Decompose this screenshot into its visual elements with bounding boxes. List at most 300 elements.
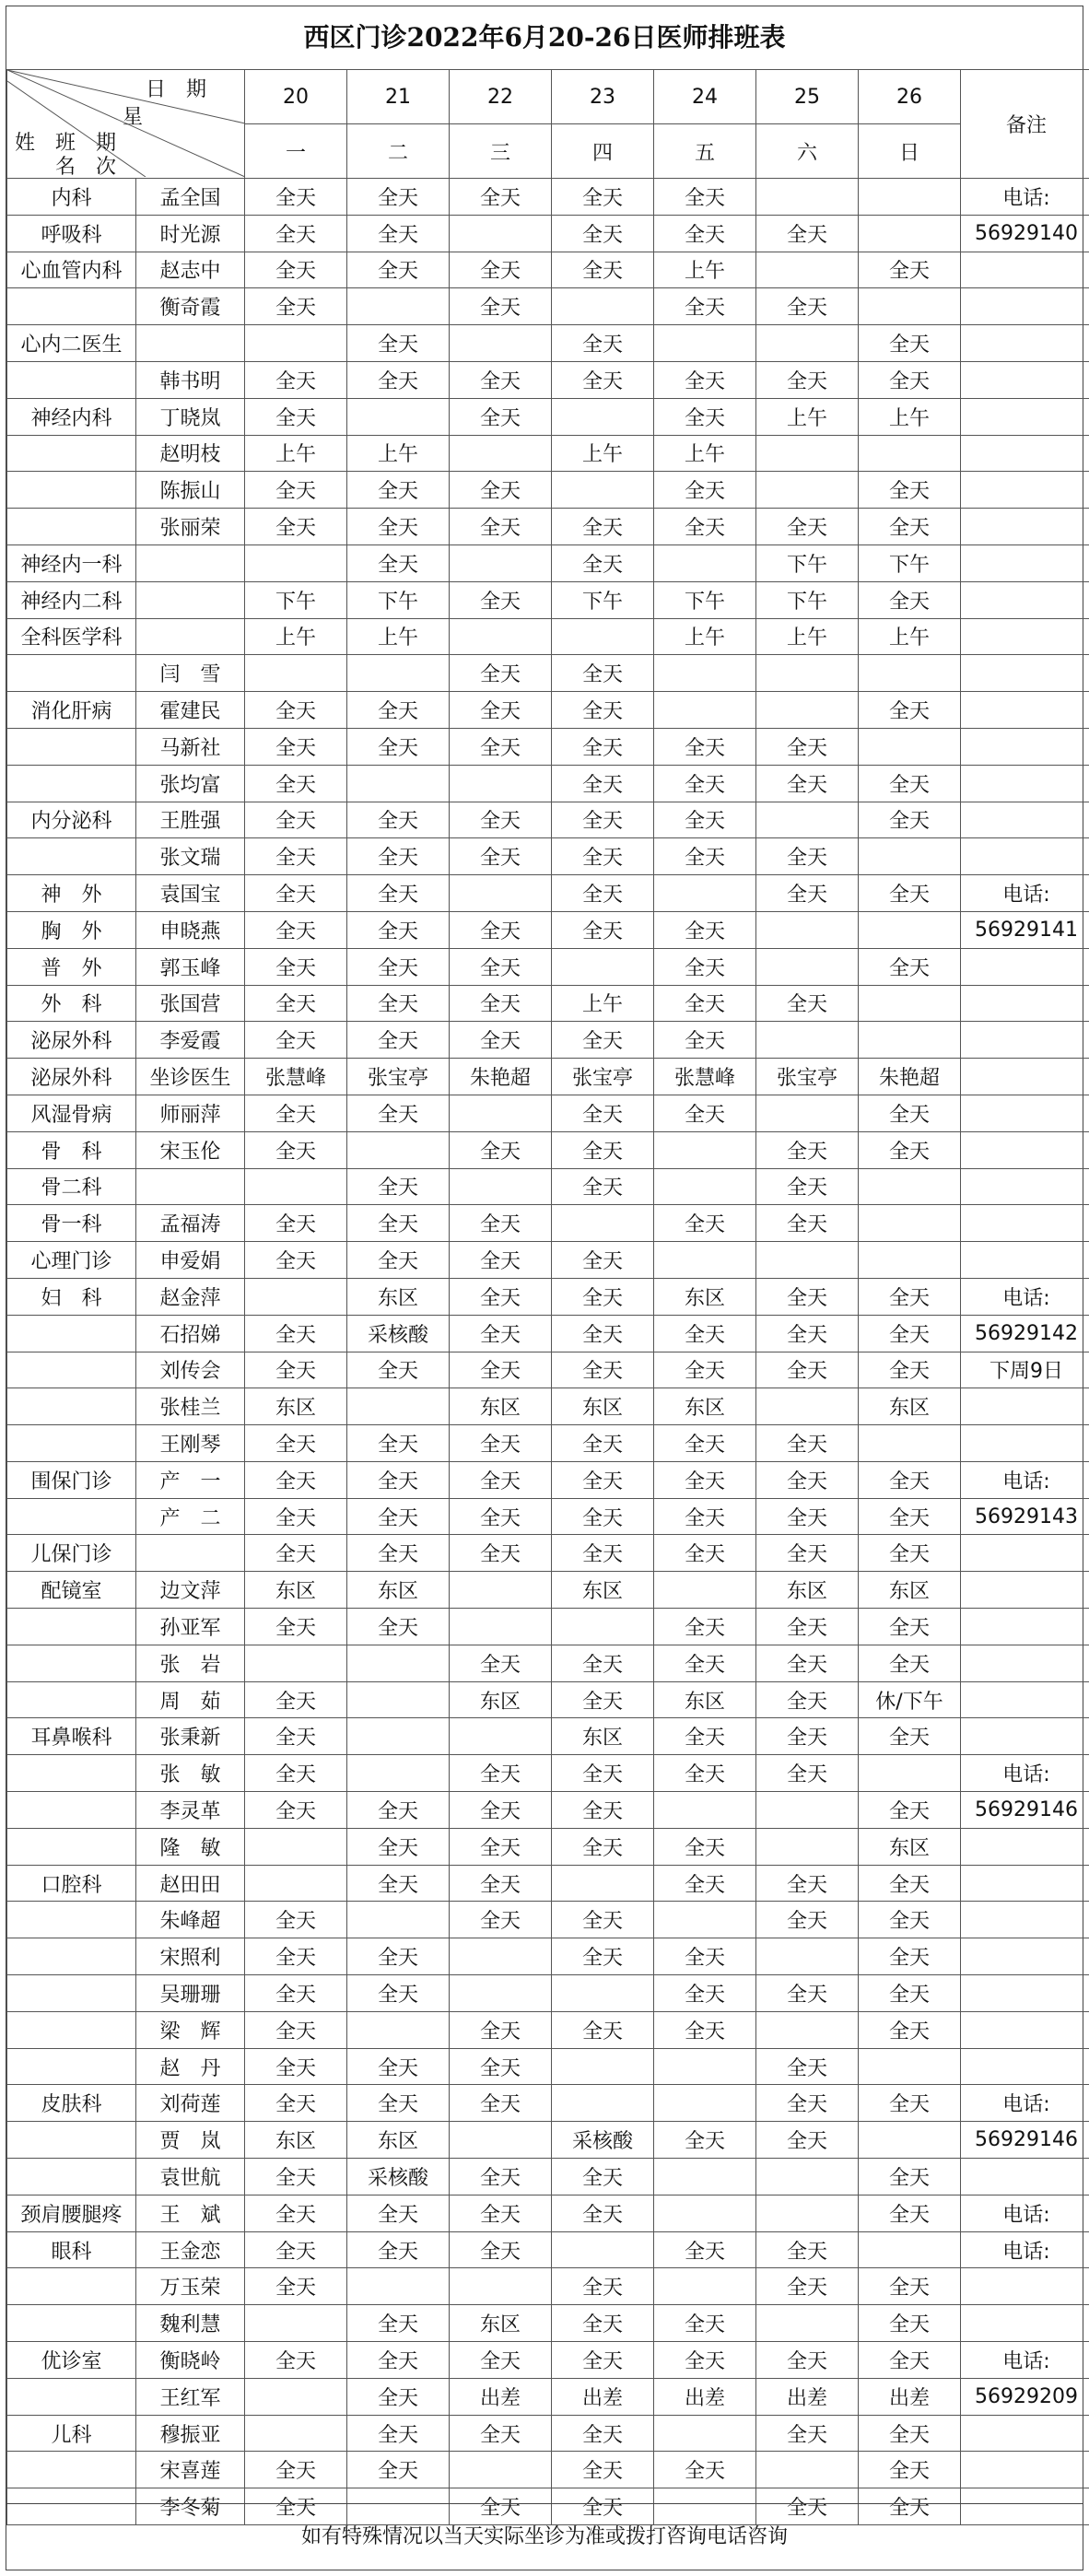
- shift-cell: 全天: [450, 1278, 552, 1315]
- shift-cell: 全天: [859, 2488, 961, 2525]
- shift-cell: 全天: [450, 1242, 552, 1279]
- shift-cell: [450, 2452, 552, 2488]
- table-row: [7, 1681, 1089, 1718]
- shift-cell: 全天: [347, 1205, 450, 1242]
- shift-cell: 全天: [245, 1609, 347, 1645]
- doctor-name-cell: 贾 岚: [136, 2122, 245, 2159]
- remark-cell: [961, 361, 1089, 398]
- shift-cell: 全天: [756, 2268, 859, 2305]
- remark-cell: [961, 252, 1089, 288]
- department-cell: [7, 2048, 136, 2085]
- shift-cell: 全天: [347, 728, 450, 765]
- shift-cell: 全天: [859, 1095, 961, 1131]
- shift-cell: [859, 435, 961, 472]
- table-row: [7, 948, 1089, 985]
- shift-cell: 全天: [347, 509, 450, 545]
- doctor-name-cell: 赵明枝: [136, 435, 245, 472]
- shift-cell: 全天: [552, 1315, 654, 1352]
- department-cell: 心内二医生: [7, 325, 136, 362]
- shift-cell: [756, 948, 859, 985]
- shift-cell: 全天: [347, 325, 450, 362]
- table-row: [7, 728, 1089, 765]
- remark-cell: 电话:: [961, 2342, 1089, 2379]
- shift-cell: 全天: [450, 2195, 552, 2231]
- shift-cell: [859, 215, 961, 252]
- table-row: [7, 1278, 1089, 1315]
- shift-cell: 全天: [245, 2268, 347, 2305]
- remark-cell: [961, 2415, 1089, 2452]
- shift-cell: [347, 1388, 450, 1425]
- shift-cell: [859, 1755, 961, 1792]
- shift-cell: [450, 215, 552, 252]
- department-cell: [7, 435, 136, 472]
- shift-cell: 全天: [756, 1205, 859, 1242]
- shift-cell: 全天: [450, 1315, 552, 1352]
- shift-cell: 全天: [450, 1425, 552, 1462]
- shift-cell: 全天: [756, 1131, 859, 1168]
- shift-cell: 全天: [552, 875, 654, 912]
- shift-cell: 全天: [450, 2231, 552, 2268]
- shift-cell: 全天: [859, 325, 961, 362]
- shift-cell: [654, 2085, 756, 2122]
- doctor-name-cell: 刘荷莲: [136, 2085, 245, 2122]
- shift-cell: [347, 1902, 450, 1938]
- weekday-cell: 六: [756, 124, 859, 179]
- remark-cell: [961, 325, 1089, 362]
- shift-cell: 全天: [654, 1828, 756, 1865]
- shift-cell: 张宝亭: [347, 1059, 450, 1095]
- department-cell: 神经内二科: [7, 581, 136, 618]
- doctor-name-cell: 李爱霞: [136, 1022, 245, 1059]
- shift-cell: 全天: [552, 2159, 654, 2195]
- shift-cell: 全天: [450, 692, 552, 729]
- remark-cell: [961, 1095, 1089, 1131]
- shift-cell: 全天: [552, 1278, 654, 1315]
- department-cell: 全科医学科: [7, 618, 136, 655]
- shift-cell: 全天: [347, 802, 450, 838]
- department-cell: [7, 1902, 136, 1938]
- header-row-dates: [7, 70, 1089, 124]
- shift-cell: 全天: [552, 1461, 654, 1498]
- shift-cell: [450, 1572, 552, 1609]
- remark-cell: [961, 2011, 1089, 2048]
- shift-cell: [245, 655, 347, 692]
- shift-cell: 全天: [756, 1278, 859, 1315]
- shift-cell: 全天: [859, 1315, 961, 1352]
- shift-cell: 上午: [654, 618, 756, 655]
- shift-cell: 全天: [654, 1022, 756, 1059]
- shift-cell: [245, 1828, 347, 1865]
- shift-cell: 全天: [347, 1461, 450, 1498]
- department-cell: 泌尿外科: [7, 1059, 136, 1095]
- table-row: [7, 361, 1089, 398]
- shift-cell: [756, 2452, 859, 2488]
- shift-cell: 全天: [552, 1131, 654, 1168]
- shift-cell: 全天: [245, 1498, 347, 1535]
- shift-cell: 全天: [552, 1242, 654, 1279]
- shift-cell: 全天: [552, 1498, 654, 1535]
- shift-cell: 全天: [245, 1461, 347, 1498]
- shift-cell: 全天: [347, 875, 450, 912]
- shift-cell: 上午: [347, 435, 450, 472]
- shift-cell: [654, 1572, 756, 1609]
- shift-cell: [859, 1242, 961, 1279]
- date-cell: 20: [245, 70, 347, 124]
- shift-cell: 全天: [859, 509, 961, 545]
- shift-cell: 全天: [552, 2195, 654, 2231]
- doctor-name-cell: 产 二: [136, 1498, 245, 1535]
- corner-label-weekday: 星: [123, 106, 144, 129]
- doctor-name-cell: 刘传会: [136, 1352, 245, 1388]
- shift-cell: 全天: [347, 1498, 450, 1535]
- table-row: [7, 2048, 1089, 2085]
- corner-label-date: 日 期: [146, 78, 207, 101]
- doctor-name-cell: 王 斌: [136, 2195, 245, 2231]
- shift-cell: 全天: [654, 838, 756, 875]
- shift-cell: 全天: [859, 361, 961, 398]
- doctor-name-cell: 闫 雪: [136, 655, 245, 692]
- shift-cell: 东区: [450, 1681, 552, 1718]
- table-row: [7, 655, 1089, 692]
- shift-cell: 全天: [245, 1681, 347, 1718]
- shift-cell: 全天: [347, 252, 450, 288]
- table-row: [7, 2011, 1089, 2048]
- shift-cell: 全天: [347, 2085, 450, 2122]
- remark-cell: 56929143: [961, 1498, 1089, 1535]
- remark-cell: [961, 1645, 1089, 1681]
- shift-cell: 全天: [450, 1755, 552, 1792]
- doctor-name-cell: 王红军: [136, 2378, 245, 2415]
- table-row: [7, 1022, 1089, 1059]
- department-cell: 儿科: [7, 2415, 136, 2452]
- shift-cell: 全天: [347, 1095, 450, 1131]
- shift-cell: 全天: [245, 1315, 347, 1352]
- department-cell: 神经内科: [7, 398, 136, 435]
- shift-cell: 全天: [450, 1461, 552, 1498]
- shift-cell: 全天: [552, 179, 654, 216]
- shift-cell: 全天: [245, 2048, 347, 2085]
- shift-cell: [347, 1681, 450, 1718]
- shift-cell: 全天: [245, 1938, 347, 1975]
- shift-cell: 全天: [245, 2195, 347, 2231]
- shift-cell: 全天: [552, 1168, 654, 1205]
- remark-cell: [961, 1718, 1089, 1755]
- table-row: [7, 2342, 1089, 2379]
- remark-cell: [961, 472, 1089, 509]
- shift-cell: 东区: [552, 1572, 654, 1609]
- shift-cell: 全天: [859, 2159, 961, 2195]
- shift-cell: 东区: [450, 1388, 552, 1425]
- table-row: [7, 692, 1089, 729]
- shift-cell: 全天: [859, 1645, 961, 1681]
- department-cell: [7, 1681, 136, 1718]
- doctor-name-cell: 陈振山: [136, 472, 245, 509]
- shift-cell: 出差: [654, 2378, 756, 2415]
- schedule-table: [6, 69, 1089, 2525]
- shift-cell: 全天: [552, 655, 654, 692]
- shift-cell: 全天: [859, 2452, 961, 2488]
- shift-cell: 全天: [654, 985, 756, 1022]
- department-cell: 呼吸科: [7, 215, 136, 252]
- shift-cell: 全天: [450, 838, 552, 875]
- shift-cell: 全天: [859, 472, 961, 509]
- shift-cell: 全天: [552, 325, 654, 362]
- shift-cell: 全天: [245, 215, 347, 252]
- shift-cell: [654, 1792, 756, 1829]
- shift-cell: [654, 1131, 756, 1168]
- shift-cell: [654, 325, 756, 362]
- table-row: [7, 509, 1089, 545]
- department-cell: 普 外: [7, 948, 136, 985]
- shift-cell: 全天: [756, 1315, 859, 1352]
- department-cell: 胸 外: [7, 911, 136, 948]
- doctor-name-cell: 王刚琴: [136, 1425, 245, 1462]
- remark-cell: [961, 2268, 1089, 2305]
- date-cell: 25: [756, 70, 859, 124]
- shift-cell: 全天: [245, 2452, 347, 2488]
- shift-cell: 全天: [654, 361, 756, 398]
- shift-cell: 全天: [756, 1645, 859, 1681]
- shift-cell: 全天: [859, 1609, 961, 1645]
- shift-cell: [756, 1242, 859, 1279]
- shift-cell: 全天: [347, 1609, 450, 1645]
- shift-cell: 全天: [245, 2231, 347, 2268]
- doctor-name-cell: 梁 辉: [136, 2011, 245, 2048]
- shift-cell: 全天: [450, 1022, 552, 1059]
- shift-cell: 全天: [450, 361, 552, 398]
- shift-cell: 全天: [347, 692, 450, 729]
- doctor-name-cell: 申爱娟: [136, 1242, 245, 1279]
- department-cell: 心理门诊: [7, 1242, 136, 1279]
- department-cell: [7, 1645, 136, 1681]
- shift-cell: 全天: [347, 1352, 450, 1388]
- shift-cell: [859, 1168, 961, 1205]
- shift-cell: 全天: [245, 985, 347, 1022]
- remark-cell: [961, 2159, 1089, 2195]
- shift-cell: 张慧峰: [245, 1059, 347, 1095]
- shift-cell: 全天: [450, 1865, 552, 1902]
- department-cell: [7, 288, 136, 325]
- shift-cell: [654, 1902, 756, 1938]
- shift-cell: 全天: [859, 1938, 961, 1975]
- department-cell: [7, 1828, 136, 1865]
- shift-cell: 全天: [347, 2305, 450, 2342]
- shift-cell: [552, 2048, 654, 2085]
- shift-cell: 全天: [347, 2415, 450, 2452]
- remark-cell: [961, 288, 1089, 325]
- shift-cell: 全天: [450, 509, 552, 545]
- shift-cell: [450, 1609, 552, 1645]
- shift-cell: 全天: [347, 985, 450, 1022]
- shift-cell: 全天: [756, 509, 859, 545]
- shift-cell: 全天: [245, 1131, 347, 1168]
- doctor-name-cell: 张均富: [136, 765, 245, 802]
- doctor-name-cell: 孙亚军: [136, 1609, 245, 1645]
- remark-cell: 电话:: [961, 2085, 1089, 2122]
- doctor-name-cell: 穆振亚: [136, 2415, 245, 2452]
- department-cell: [7, 1755, 136, 1792]
- shift-cell: 全天: [654, 288, 756, 325]
- doctor-name-cell: 宋照利: [136, 1938, 245, 1975]
- remark-cell: 电话:: [961, 1755, 1089, 1792]
- shift-cell: 全天: [859, 2085, 961, 2122]
- shift-cell: 全天: [450, 252, 552, 288]
- shift-cell: 全天: [552, 802, 654, 838]
- doctor-name-cell: 孟全国: [136, 179, 245, 216]
- shift-cell: 全天: [552, 1095, 654, 1131]
- table-row: [7, 288, 1089, 325]
- shift-cell: 上午: [245, 435, 347, 472]
- shift-cell: 全天: [450, 1131, 552, 1168]
- shift-cell: 全天: [347, 1792, 450, 1829]
- doctor-name-cell: 周 茹: [136, 1681, 245, 1718]
- department-cell: 围保门诊: [7, 1461, 136, 1498]
- table-row: [7, 838, 1089, 875]
- shift-cell: 全天: [245, 472, 347, 509]
- shift-cell: [756, 2011, 859, 2048]
- shift-cell: 全天: [654, 948, 756, 985]
- shift-cell: 采核酸: [552, 2122, 654, 2159]
- doctor-name-cell: 赵田田: [136, 1865, 245, 1902]
- shift-cell: 全天: [245, 802, 347, 838]
- table-row: [7, 1059, 1089, 1095]
- table-row: [7, 875, 1089, 912]
- remark-cell: [961, 618, 1089, 655]
- shift-cell: 全天: [552, 252, 654, 288]
- weekday-cell: 日: [859, 124, 961, 179]
- department-cell: [7, 765, 136, 802]
- shift-cell: 东区: [552, 1388, 654, 1425]
- department-cell: 骨 科: [7, 1131, 136, 1168]
- shift-cell: [552, 618, 654, 655]
- shift-cell: 全天: [347, 1168, 450, 1205]
- remark-cell: 下周9日: [961, 1352, 1089, 1388]
- shift-cell: [245, 2415, 347, 2452]
- shift-cell: 全天: [654, 1095, 756, 1131]
- shift-cell: [859, 288, 961, 325]
- department-cell: 优诊室: [7, 2342, 136, 2379]
- department-cell: 骨二科: [7, 1168, 136, 1205]
- department-cell: [7, 655, 136, 692]
- remark-cell: [961, 985, 1089, 1022]
- shift-cell: [859, 2122, 961, 2159]
- shift-cell: [347, 288, 450, 325]
- shift-cell: 上午: [654, 435, 756, 472]
- shift-cell: 全天: [654, 215, 756, 252]
- doctor-name-cell: 袁世航: [136, 2159, 245, 2195]
- shift-cell: 全天: [450, 2342, 552, 2379]
- doctor-name-cell: 宋喜莲: [136, 2452, 245, 2488]
- table-row: [7, 2452, 1089, 2488]
- department-cell: [7, 1938, 136, 1975]
- shift-cell: 全天: [654, 1205, 756, 1242]
- shift-cell: 全天: [245, 361, 347, 398]
- remark-cell: 56929146: [961, 2122, 1089, 2159]
- shift-cell: 全天: [552, 2268, 654, 2305]
- department-cell: 心血管内科: [7, 252, 136, 288]
- shift-cell: 全天: [552, 2415, 654, 2452]
- table-row: [7, 1352, 1089, 1388]
- shift-cell: 东区: [245, 1572, 347, 1609]
- shift-cell: 全天: [859, 2415, 961, 2452]
- department-cell: [7, 1975, 136, 2012]
- doctor-name-cell: 李灵革: [136, 1792, 245, 1829]
- shift-cell: 全天: [552, 1755, 654, 1792]
- department-cell: 耳鼻喉科: [7, 1718, 136, 1755]
- shift-cell: 全天: [756, 215, 859, 252]
- shift-cell: [245, 544, 347, 581]
- shift-cell: 全天: [654, 1461, 756, 1498]
- table-row: [7, 1572, 1089, 1609]
- shift-cell: [450, 544, 552, 581]
- doctor-name-cell: 衡奇霞: [136, 288, 245, 325]
- shift-cell: 全天: [347, 2378, 450, 2415]
- shift-cell: 全天: [347, 361, 450, 398]
- remark-cell: 电话:: [961, 1461, 1089, 1498]
- shift-cell: [552, 2231, 654, 2268]
- shift-cell: 全天: [756, 1535, 859, 1572]
- shift-cell: 上午: [859, 398, 961, 435]
- department-cell: 骨一科: [7, 1205, 136, 1242]
- shift-cell: 全天: [859, 2342, 961, 2379]
- table-row: [7, 1131, 1089, 1168]
- remark-cell: [961, 1535, 1089, 1572]
- shift-cell: 全天: [347, 1535, 450, 1572]
- shift-cell: 全天: [654, 2122, 756, 2159]
- shift-cell: 全天: [245, 838, 347, 875]
- doctor-name-cell: 申晓燕: [136, 911, 245, 948]
- shift-cell: [756, 472, 859, 509]
- table-row: [7, 1902, 1089, 1938]
- shift-cell: 全天: [347, 2231, 450, 2268]
- corner-label-name: 名 次: [55, 156, 117, 179]
- shift-cell: 全天: [654, 1535, 756, 1572]
- shift-cell: 东区: [654, 1388, 756, 1425]
- remark-cell: [961, 1205, 1089, 1242]
- table-row: [7, 1315, 1089, 1352]
- table-row: [7, 2122, 1089, 2159]
- table-row: [7, 1865, 1089, 1902]
- shift-cell: [245, 2378, 347, 2415]
- remark-cell: 电话:: [961, 2231, 1089, 2268]
- shift-cell: [552, 288, 654, 325]
- shift-cell: 全天: [859, 2268, 961, 2305]
- shift-cell: 全天: [552, 544, 654, 581]
- shift-cell: 全天: [245, 2159, 347, 2195]
- shift-cell: [756, 911, 859, 948]
- shift-cell: [654, 2048, 756, 2085]
- shift-cell: [756, 325, 859, 362]
- shift-cell: 全天: [654, 398, 756, 435]
- shift-cell: 出差: [859, 2378, 961, 2415]
- shift-cell: 全天: [552, 2011, 654, 2048]
- shift-cell: 全天: [654, 509, 756, 545]
- shift-cell: 全天: [756, 985, 859, 1022]
- shift-cell: [245, 2305, 347, 2342]
- table-row: [7, 544, 1089, 581]
- shift-cell: 全天: [859, 1461, 961, 1498]
- department-cell: [7, 838, 136, 875]
- department-cell: [7, 1425, 136, 1462]
- table-row: [7, 2195, 1089, 2231]
- shift-cell: 全天: [450, 398, 552, 435]
- table-row: [7, 2159, 1089, 2195]
- shift-cell: [552, 948, 654, 985]
- table-row: [7, 911, 1089, 948]
- shift-cell: 全天: [245, 692, 347, 729]
- doctor-name-cell: 朱峰超: [136, 1902, 245, 1938]
- shift-cell: 全天: [450, 179, 552, 216]
